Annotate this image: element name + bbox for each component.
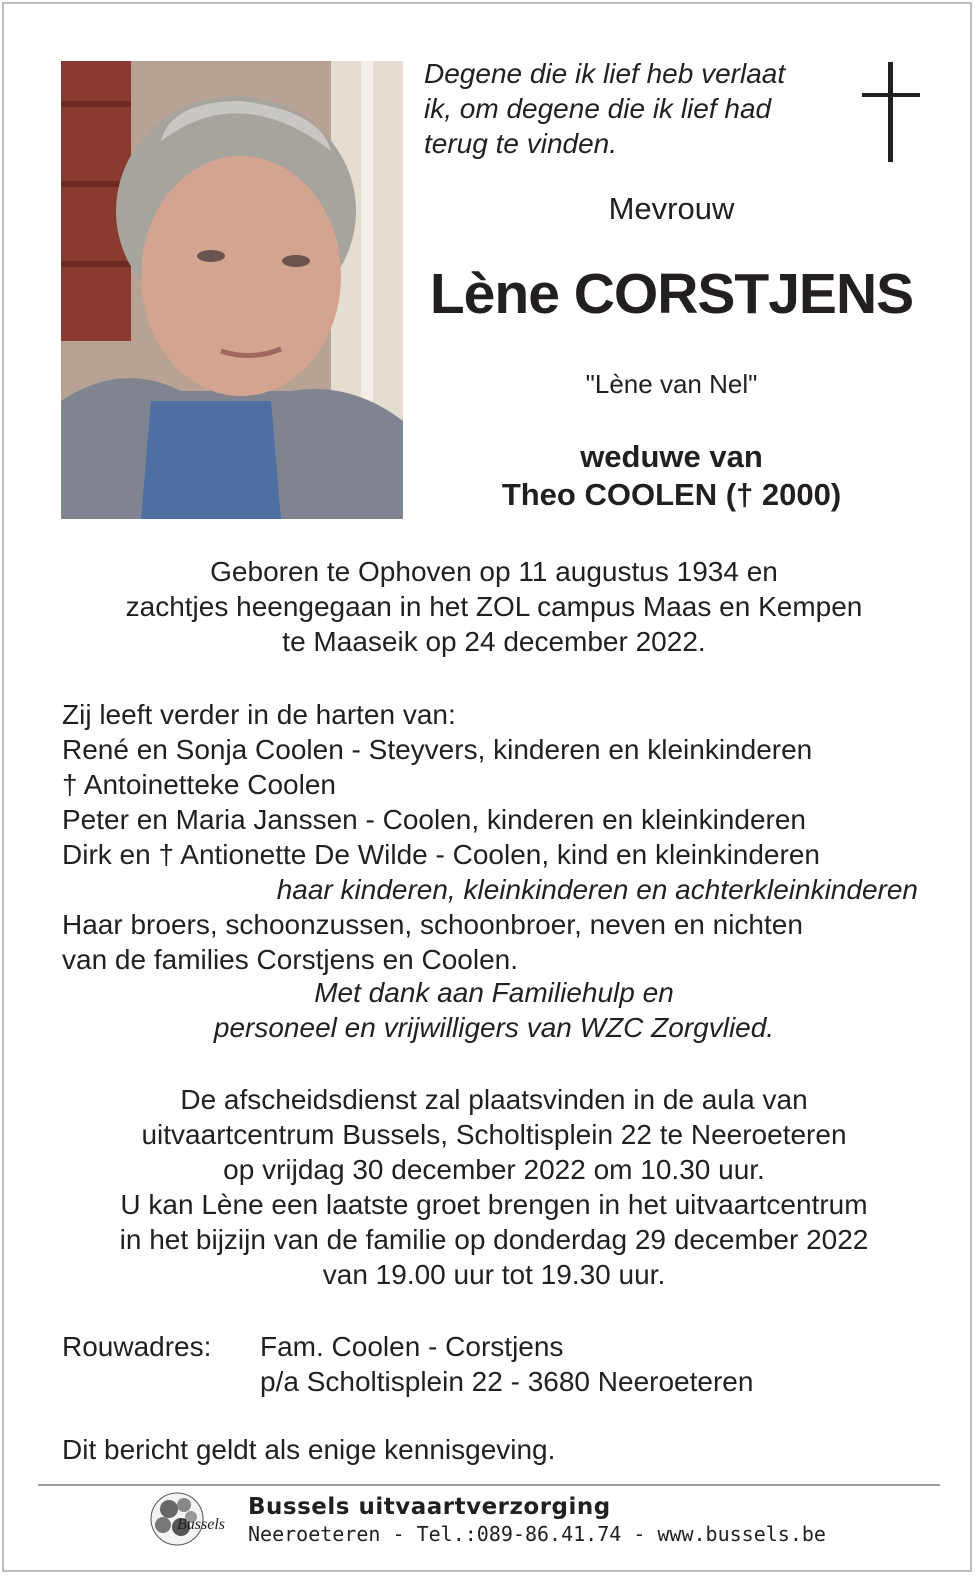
- portrait-photo: [61, 61, 403, 519]
- address-line: p/a Scholtisplein 22 - 3680 Neeroeteren: [260, 1366, 754, 1397]
- notice-text: Dit bericht geldt als enige kennisgeving.: [62, 1434, 556, 1465]
- address-value: [260, 1329, 753, 1399]
- widow-of-line: weduwe van: [580, 439, 763, 474]
- logo-text: Bussels: [177, 1516, 225, 1533]
- survivor-line: René en Sonja Coolen - Steyvers, kinderen en kleinkinderen: [62, 734, 813, 765]
- text-line: op vrijdag 30 december 2022 om 10.30 uur.: [223, 1154, 765, 1185]
- thanks-paragraph: [44, 975, 944, 1045]
- birth-death-paragraph: [44, 554, 944, 659]
- survivor-line: Haar broers, schoonzussen, schoonbroer, neven en nichten: [62, 909, 803, 940]
- text-line: in het bijzijn van de familie op donderdag 29 december 2022: [119, 1224, 869, 1255]
- address-line: Fam. Coolen - Corstjens: [260, 1331, 564, 1362]
- text-line: zachtjes heengegaan in het ZOL campus Maas en Kempen: [125, 591, 863, 622]
- survivor-line: van de families Corstjens en Coolen.: [62, 944, 519, 975]
- footer-divider: [38, 1484, 940, 1486]
- text-line: U kan Lène een laatste groet brengen in het uitvaartcentrum: [120, 1189, 868, 1220]
- quote: [424, 56, 844, 161]
- quote-line: ik, om degene die ik lief had: [424, 93, 772, 124]
- survivor-line: Peter en Maria Janssen - Coolen, kinderen en kleinkinderen: [62, 804, 806, 835]
- thanks-line: Met dank aan Familiehulp en: [314, 977, 674, 1008]
- survivor-line: Dirk en † Antionette De Wilde - Coolen, kind en kleinkinderen: [62, 839, 820, 870]
- widow-of-line: Theo COOLEN († 2000): [501, 477, 842, 512]
- text-line: De afscheidsdienst zal plaatsvinden in de aula van: [180, 1084, 808, 1115]
- obituary-card: [2, 2, 972, 1572]
- footer: [248, 1494, 826, 1546]
- honorific: Mevrouw: [608, 191, 735, 226]
- company-name: Bussels uitvaartverzorging: [248, 1494, 611, 1520]
- service-paragraph: [44, 1082, 944, 1292]
- text-line: te Maaseik op 24 december 2022.: [282, 626, 706, 657]
- quote-line: terug te vinden.: [424, 128, 618, 159]
- deceased-name: Lène CORSTJENS: [429, 262, 914, 326]
- quote-line: Degene die ik lief heb verlaat: [424, 58, 786, 89]
- text-line: van 19.00 uur tot 19.30 uur.: [322, 1259, 666, 1290]
- cross-icon: [862, 62, 920, 162]
- company-contact: Neeroeteren - Tel.:089-86.41.74 - www.bussels.be: [248, 1522, 826, 1546]
- address-label: Rouwadres:: [62, 1331, 212, 1362]
- thanks-line: personeel en vrijwilligers van WZC Zorgvlied.: [213, 1012, 775, 1043]
- survivors-list: [62, 697, 942, 977]
- text-line: uitvaartcentrum Bussels, Scholtisplein 22 te Neeroeteren: [141, 1119, 847, 1150]
- widow-of: [414, 438, 929, 514]
- nickname: "Lène van Nel": [585, 369, 758, 399]
- bussels-logo-icon: [149, 1491, 237, 1547]
- text-line: Geboren te Ophoven op 11 augustus 1934 en: [210, 556, 778, 587]
- survivor-line-italic: haar kinderen, kleinkinderen en achterkleinkinderen: [276, 874, 918, 905]
- survivor-line: † Antoinetteke Coolen: [62, 769, 336, 800]
- survivor-line: Zij leeft verder in de harten van:: [62, 699, 456, 730]
